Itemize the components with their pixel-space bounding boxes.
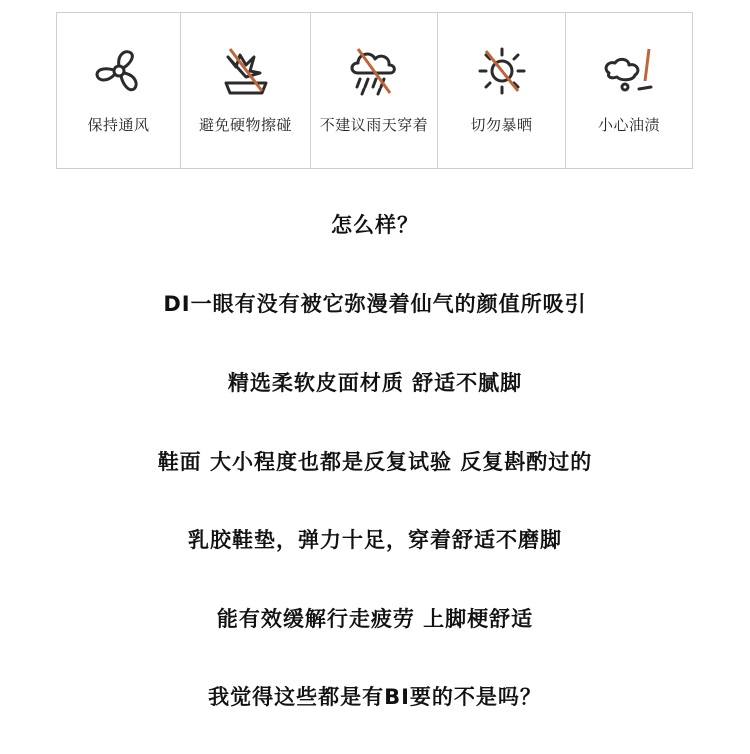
no-sun-icon <box>472 43 532 99</box>
text-line: DI一眼有没有被它弥漫着仙气的颜值所吸引 <box>163 292 587 316</box>
no-rain-icon <box>344 43 404 99</box>
text-line: 能有效缓解行走疲劳 上脚梗舒适 <box>216 607 534 631</box>
text-line: 精选柔软皮面材质 舒适不腻脚 <box>227 371 523 395</box>
care-label: 保持通风 <box>87 116 150 134</box>
care-instructions-strip <box>56 12 693 169</box>
text-line: 乳胶鞋垫，弹力十足，穿着舒适不磨脚 <box>188 528 562 552</box>
care-item-oil-stain <box>566 13 692 168</box>
text-line: 鞋面 大小程度也都是反复试验 反复斟酌过的 <box>157 450 593 474</box>
oil-stain-icon <box>599 43 659 99</box>
care-label: 避免硬物擦碰 <box>198 116 292 134</box>
care-label: 小心油渍 <box>597 116 660 134</box>
care-item-no-hard-object <box>181 13 311 168</box>
no-hard-object-icon <box>216 43 276 99</box>
care-item-ventilate <box>57 13 181 168</box>
text-line: 怎么样？ <box>331 213 419 237</box>
fan-icon <box>89 43 149 99</box>
text-line: 我觉得这些都是有BI要的不是吗？ <box>208 685 542 709</box>
care-label: 切勿暴晒 <box>470 116 533 134</box>
care-label: 不建议雨天穿着 <box>319 116 429 134</box>
care-item-no-rain <box>311 13 438 168</box>
care-item-no-sun <box>438 13 566 168</box>
